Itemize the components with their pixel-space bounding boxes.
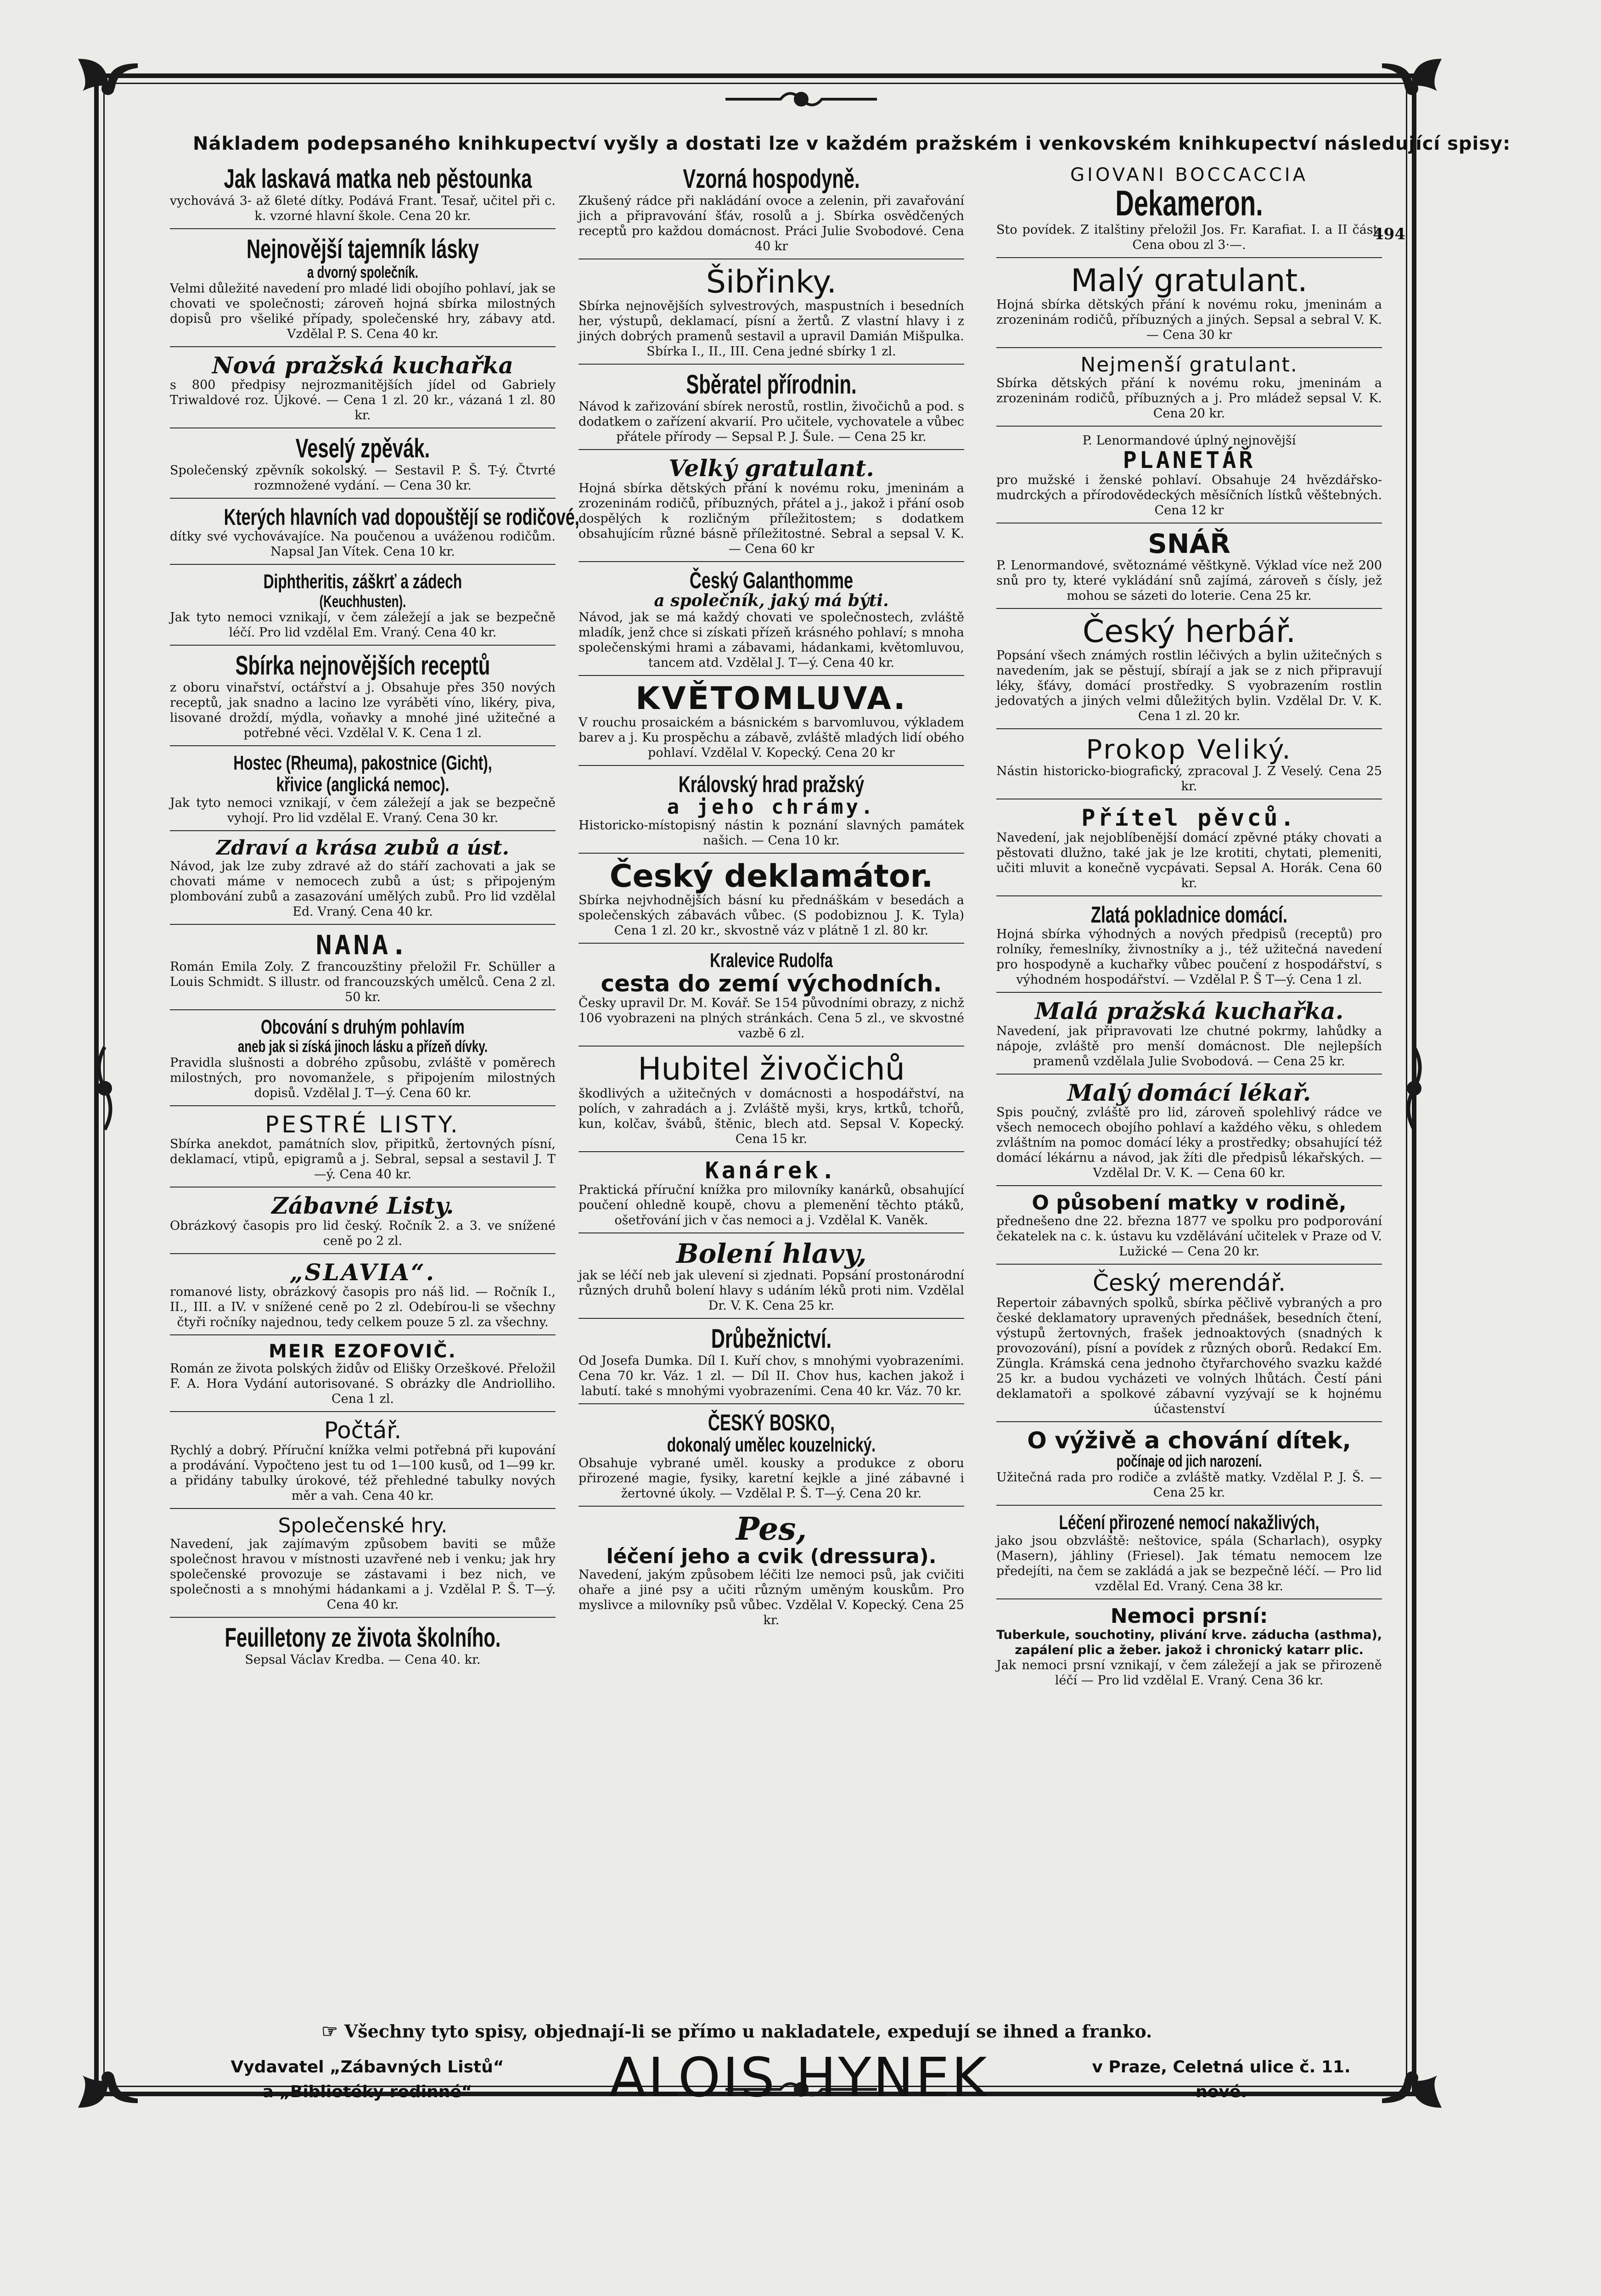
ad-body: Hojná sbírka dětských přání k novému roku, jmeninám a zrozeninám rodičů, příbuzných, přátel a j., jakož i přání osob dospělých k rozličným příležitostem; s dodatkem obsahujícím různé básně příležitostné. Sebral a sepsal V. K. — Cena 60 kr (579, 481, 964, 556)
ad-subtitle: dokonalý umělec kouzelnický. (667, 1434, 876, 1457)
ad-middle-12 (579, 1325, 964, 1404)
ad-subtitle: a společník, jaký má býti. (654, 591, 889, 611)
ad-body: Nástin historicko-biografický, zpracoval J. Z Veselý. Cena 25 kr. (996, 764, 1382, 794)
ad-title: Drůbežnictví. (711, 1323, 832, 1354)
ad-title: Kanárek. (705, 1157, 838, 1184)
ad-body: Popsání všech známých rostlin léčivých a bylin užitečných s navedením, jak se pěstují, sbírají a jak se z nich připravují léky, šťávy, domácí prostředky. S vyobrazením rostlin jedovatých a jiných velmi důležitých bylin. Vzdělal Dr. V. K. Cena 1 zl. 20 kr. (996, 648, 1382, 724)
ad-title: Feuilletony ze života školního. (225, 1622, 501, 1653)
ad-subtitle: křivice (anglická nemoc). (276, 773, 449, 796)
ad-body: Zkušený rádce při nakládání ovoce a zelenin, při zavařování jich a připravování šťáv, rosolů a j. Sbírka osvědčených receptů pro každou domácnost. Práci Julie Svobodové. Cena 40 kr (579, 193, 964, 253)
ad-middle-11 (579, 1240, 964, 1319)
ad-title: PESTRÉ LISTY. (265, 1111, 461, 1138)
ad-body: Praktická příruční knížka pro milovníky kanárků, obsahující poučení ohledně koupě, chovu a plemenění těchto ptáků, ošetřování jich v čas nemoci a j. Vzdělal K. Vaněk. (579, 1183, 964, 1228)
ad-body: dítky své vychovávajíce. Na poučenou a uváženou rodičům. Napsal Jan Vítek. Cena 10 kr. (170, 529, 556, 559)
ad-body: Společenský zpěvník sokolský. — Sestavil P. Š. T-ý. Čtvrté rozmnožené vydání. — Cena 30 kr. (170, 463, 556, 493)
ad-body: vychovává 3- až 6leté dítky. Podává Frant. Tesař, učitel při c. k. vzorné hlavní škole. Cena 20 kr. (170, 193, 556, 223)
ad-body: Návod, jak se má každý chovati ve společnostech, zvláště mladík, jenž chce si získati přízeň krásného pohlaví; s mnoha společenskými hrami a zábavami, hádankami, květomluvou, tancem atd. Vzdělal J. T—ý. Cena 40 kr. (579, 610, 964, 670)
ad-title: Vzorná hospodyně. (683, 164, 860, 194)
ad-body: přednešeno dne 22. března 1877 ve spolku pro podporování čekatelek na c. k. ústavu ku vzdělávání učitelek v Praze od V. Lužické — Cena 20 kr. (996, 1214, 1382, 1259)
ad-left-2 (170, 351, 556, 429)
ad-body: Navedení, jakým způsobem léčiti lze nemoci psů, jak cvičiti ohaře a jiné psy a učiti různým uměným kouskům. Pro myslivce a milovníky psů vůbec. Vzdělal V. Kopecký. Cena 25 kr. (579, 1568, 964, 1628)
ad-body: Jak tyto nemoci vznikají, v čem záležejí a jak se bezpečně vyhojí. Pro lid vzdělal E. Vraný. Cena 30 kr. (170, 795, 556, 825)
ad-body: Návod, jak lze zuby zdravé až do stáří zachovati a jak se chovati máme v nemocech zubů a úst; s připojeným plombování zubů a zasazování umělých zubů. Pro lid vzdělal Ed. Vraný. Cena 40 kr. (170, 859, 556, 919)
ad-title: O výživě a chování dítek, (1027, 1427, 1351, 1454)
ad-body: jak se léčí neb jak ulevení si zjednati. Popsání prostonárodní různých druhů bolení hlavy s udáním léků proti nim. Vzdělal Dr. V. K. Cena 25 kr. (579, 1268, 964, 1313)
ad-title: Diphtheritis, záškrť a zádech (263, 570, 462, 593)
ad-title: „SLAVIA“. (289, 1258, 436, 1286)
ad-left-11 (170, 1113, 556, 1188)
ad-subtitle: P. Lenormandové úplný nejnovější (1082, 433, 1296, 448)
ad-title: Sbírka nejnovějších receptů (235, 651, 490, 681)
publisher-right-line-1: v Praze, Celetná ulice č. 11. (1092, 2058, 1351, 2077)
ad-subtitle: počínaje od jich narození. (1116, 1452, 1262, 1471)
right-side-ornament (1400, 1047, 1428, 1130)
ad-subtitle: (Keuchhusten). (319, 591, 406, 611)
ad-right-12 (996, 1271, 1382, 1422)
ad-right-6 (996, 736, 1382, 799)
ad-body: Navedení, jak nejoblíbenější domácí zpěvné ptáky chovati a pěstovati dlužno, také jak je lze krotiti, chytati, plemeniti, učiti mluvit a konečně vycpávati. Sepsal A. Horák. Cena 60 kr. (996, 830, 1382, 890)
ad-left-1 (170, 236, 556, 347)
ad-right-1 (996, 264, 1382, 348)
ad-right-5 (996, 615, 1382, 729)
ad-body: pro mužské i ženské pohlaví. Obsahuje 24 hvězdářsko-mudrckých a přírodovědeckých měsíčních lístků věštebných. Cena 12 kr (996, 473, 1382, 518)
ad-title: O působení matky v rodině, (1032, 1191, 1347, 1215)
ad-body: z oboru vinařství, octářství a j. Obsahuje přes 350 nových receptů, jak snadno a lacino lze vyráběti víno, likéry, piva, lisované droždí, mýdla, voňavky a mnohé jiné užitečné a potřebné věci. Vzdělal V. K. Cena 1 zl. (170, 681, 556, 741)
ad-middle-13 (579, 1411, 964, 1507)
ad-middle-6 (579, 772, 964, 854)
ad-title: Jak laskavá matka neb pěstounka (224, 164, 532, 194)
ad-body: Česky upravil Dr. M. Kovář. Se 154 původními obrazy, z nichž 106 vyobrazeni na plných stránkách. Cena 5 zl., ve skvostné vazbě 6 zl. (579, 996, 964, 1041)
ad-right-3 (996, 433, 1382, 523)
ad-left-5 (170, 571, 556, 646)
ad-middle-14 (579, 1513, 964, 1632)
ad-body: Sbírka nejvhodnějších básní ku přednáškám v besedách a společenských zábavách vůbec. (S podobiznou J. K. Tyla) Cena 1 zl. 20 kr., skvostně váz v plátně 1 zl. 80 kr. (579, 893, 964, 938)
ad-title: Zlatá pokladnice domácí. (1090, 901, 1288, 928)
ad-title: Bolení hlavy, (676, 1238, 867, 1270)
ad-body: Román Emila Zoly. Z francouzštiny přeložil Fr. Schüller a Louis Schmidt. S illustr. od francouzských umělců. Cena 2 zl. 50 kr. (170, 959, 556, 1004)
ad-title: NANA. (315, 929, 410, 961)
ad-body: Návod k zařizování sbírek nerostů, rostlin, živočichů a pod. s dodatkem o zařízení akvarií. Pro učitele, vychovatele a vůbec přátele přírody — Sepsal P. J. Šule. — Cena 25 kr. (579, 400, 964, 445)
ad-title: Nemoci prsní: (1110, 1604, 1268, 1628)
ad-title: Léčení přirozené nemocí nakažlivých, (1059, 1511, 1320, 1534)
ad-body: Navedení, jak zajímavým způsobem baviti se může společnost hravou v místnosti uzavřené neb i venku; jak hry společenské provozuje se zástavami i bez nich, ve společnosti a s mnohými hádankami a j. Vzdělal P. Š. T—ý. Cena 40 kr. (170, 1536, 556, 1612)
ad-body: Hojná sbírka výhodných a nových předpisů (receptů) pro rolníky, řemeslníky, živnostníky a j., též užitečná navedení pro hospodyně a kuchařky vůbec poučení z hospodářství, s výhodném hospodářství. — Vzdělal P. Š T—ý. Cena 1 zl. (996, 927, 1382, 987)
ad-left-6 (170, 652, 556, 746)
ad-subtitle: cesta do zemí východních. (601, 970, 942, 997)
ad-title: Velký gratulant. (668, 455, 874, 482)
ad-body: Jak nemoci prsní vznikají, v čem záležejí a jak se přirozeně léčí — Pro lid vzdělal E. Vraný. Cena 36 kr. (996, 1658, 1382, 1688)
ad-right-8 (996, 903, 1382, 993)
ad-body: Velmi důležité navedení pro mladé lidi obojího pohlaví, jak se chovati ve společnosti; zároveň hojná sbírka milostných dopisů pro všeliké případy, společenské hry, zábavy atd. Vzdělal P. S. Cena 40 kr. (170, 281, 556, 341)
ad-body: romanové listy, obrázkový časopis pro náš lid. — Ročník I., II., III. a IV. v snížené ceně po 2 zl. Odebírou-li se všechny čtyři ročníky najednou, tedy celkem pouze 5 zl. za všechny. (170, 1285, 556, 1330)
publisher-left-line-1: Vydavatel „Zábavných Listů“ (230, 2058, 504, 2077)
ad-right-9 (996, 999, 1382, 1075)
ad-body: Pravidla slušnosti a dobrého způsobu, zvláště v poměrech milostných, pro novomanžele, s připojením milostných dopisů. Vzdělal J. T—ý. Cena 60 kr. (170, 1055, 556, 1100)
ad-title: Zdraví a krása zubů a úst. (216, 836, 510, 860)
publisher-name: ALOIS HYNEK (609, 2046, 989, 2109)
ad-body: Spis poučný, zvláště pro lid, zároveň spolehlivý rádce ve všech nemocech obojího pohlaví a každého věku, s ohledem zvláštním na pomoc domácí léky a prostředky; obsahující též domácí lékárnu a návod, jak žíti dle předpisů lékařských. — Vzdělal Dr. V. K. — Cena 60 kr. (996, 1105, 1382, 1181)
ad-left-4 (170, 504, 579, 565)
ad-middle-5 (579, 682, 964, 766)
ad-subtitle: léčení jeho a cvik (dressura). (606, 1544, 937, 1568)
ad-middle-8 (579, 950, 964, 1047)
ad-left-12 (170, 1194, 556, 1254)
ad-right-15 (996, 1606, 1382, 1692)
ad-middle-2 (579, 371, 964, 450)
ad-title: Obcování s druhým pohlavím (261, 1015, 465, 1038)
ad-title: Zábavné Listy. (271, 1192, 454, 1220)
ad-title: Šibřinky. (706, 264, 837, 300)
left-column (170, 164, 579, 1678)
ad-title: PLANETÁŘ (1123, 447, 1256, 474)
ad-title: Královský hrad pražský (678, 771, 865, 798)
ad-body: Užitečná rada pro rodiče a zvláště matky. Vzdělal P. J. Š. — Cena 25 kr. (996, 1470, 1382, 1500)
ad-subtitle: a dvorný společník. (307, 262, 419, 281)
ad-title: Přítel pěvců. (1081, 805, 1297, 832)
ad-left-16 (170, 1515, 556, 1618)
publisher-left-line-2: a „Bibliotéky rodinné“ (262, 2082, 472, 2101)
ad-title: Společenské hry. (278, 1514, 448, 1537)
top-center-ornament (725, 85, 877, 113)
ad-title: MEIR EZOFOVIČ. (269, 1341, 457, 1362)
ad-left-10 (170, 1017, 556, 1106)
ad-title: Český deklamátor. (609, 858, 933, 895)
ad-title: Hubitel živočichů (638, 1051, 905, 1088)
ad-body: škodlivých a užitečných v domácnosti a hospodářství, na polích, v zahradách a j. Zvláště myši, krys, krtků, tchořů, kun, kolčav, švábů, štěnic, blech atd. Sepsal V. Kopecký. Cena 15 kr. (579, 1086, 964, 1146)
ad-title: Kralevice Rudolfa (710, 949, 833, 972)
ad-body: Román ze života polských židův od Elišky Orzeškové. Přeložil F. A. Hora Vydání autorisované. S obrázky dle Andriolliho. Cena 1 zl. (170, 1362, 556, 1407)
ad-body: Historicko-místopisný nástin k poznání slavných památek našich. — Cena 10 kr. (579, 818, 964, 848)
ad-title: KVĚTOMLUVA. (635, 680, 907, 717)
left-side-ornament (91, 1047, 118, 1130)
ad-middle-9 (579, 1053, 964, 1152)
ad-left-0 (170, 165, 556, 229)
ad-body: P. Lenormandové, světoznámé věštkyně. Výklad více než 200 snů pro ty, které vykládání snů zajímá, zároveň s čísly, jež mohou se sázeti do loterie. Cena 25 kr. (996, 558, 1382, 603)
ad-body: Sbírka anekdot, památních slov, připitků, žertovných písní, deklamací, vtipů, epigramů a j. Sebral, sepsal a sestavil J. T—ý. Cena 40 kr. (170, 1137, 556, 1182)
ad-left-17 (170, 1624, 556, 1672)
ad-title: Veselý zpěvák. (295, 433, 430, 464)
ad-left-9 (170, 931, 556, 1010)
right-column (996, 165, 1382, 1699)
ad-left-7 (170, 753, 556, 831)
ad-body: V rouchu prosaickém a básnickém s barvomluvou, výkladem barev a j. Ku prospěchu a zábavě, zvláště mladých lidí obého pohlaví. Vzdělal V. Kopecký. Cena 20 kr (579, 715, 964, 760)
ad-title: Malá pražská kuchařka. (1034, 997, 1344, 1025)
corner-ornament-top-left (73, 54, 142, 123)
shipping-note-text: Všechny tyto spisy, objednají-li se přímo u nakladatele, expedují se ihned a franko. (344, 2021, 1152, 2042)
ad-body: Repertoir zábavných spolků, sbírka pěčlivě vybraných a pro české deklamatory upravených přednášek, besedních čtení, výstupů žertovných, frašek jednoaktových (snadných k provozování), písní a povídek z různých oborů. Redakcí Em. Züngla. Krámská cena jednoho čtyřarchového svazku každé 25 kr. a budou vycházeti ve volných lhůtách. Čestí páni deklamatoři a spolkové zábavní vyzývají se k hojnému účastenství (996, 1295, 1382, 1416)
ad-middle-4 (579, 568, 964, 676)
ad-title: SNÁŘ (1148, 528, 1230, 559)
corner-ornament-bottom-left (73, 2043, 142, 2112)
ad-right-10 (996, 1081, 1382, 1187)
ad-subtitle: Dekameron. (1115, 183, 1263, 223)
pointing-hand-icon: ☞ (321, 2020, 338, 2042)
ad-body: jako jsou obzvláště: neštovice, spála (Scharlach), osypky (Masern), jáhliny (Friesel). Jak tématu nemocem lze předejíti, na čem se zakládá a jak se bezpečně léčí. — Pro lid vzdělal Ed. Vraný. Cena 38 kr. (996, 1534, 1382, 1594)
ad-body: Sbírka dětských přání k novému roku, jmeninám a zrozeninám rodičů, příbuzných a j. Pro mládež sepsal V. K. Cena 20 kr. (996, 376, 1382, 421)
ad-subtitle: a jeho chrámy. (667, 795, 876, 819)
ad-title: ČESKÝ BOSKO, (708, 1409, 835, 1435)
publisher-right (1038, 2055, 1405, 2105)
ad-body: Sbírka nejnovějších sylvestrových, maspustních i besedních her, výstupů, deklamací, písní a žertů. Z vlastní hlavy i z jiných dobrých pramenů sestavil a upravil Damián Mišpulka. Sbírka I., II., III. Cena jedné sbírky 1 zl. (579, 299, 964, 359)
ad-body: Navedení, jak připravovati lze chutné pokrmy, lahůdky a nápoje, zvláště pro menší domácnost. Dle nejlepších pramenů vzdělala Julie Svobodová. — Cena 25 kr. (996, 1024, 1382, 1069)
ad-title: Počtář. (324, 1417, 402, 1444)
ad-title: Malý gratulant. (1071, 262, 1308, 299)
ad-body: Hojná sbírka dětských přání k novému roku, jmeninám a zrozeninám rodičů, příbuzných a jiných. Sepsal a sebral V. K. — Cena 30 kr (996, 298, 1382, 343)
ad-title: Český herbář. (1082, 613, 1296, 650)
ad-middle-3 (579, 456, 964, 562)
ad-left-13 (170, 1258, 556, 1336)
ad-right-13 (996, 1429, 1382, 1506)
publisher-right-line-2: nové. (1196, 2082, 1247, 2101)
ad-left-8 (170, 838, 556, 925)
ad-title: Kterých hlavních vad dopouštějí se rodičové, (224, 504, 579, 530)
ad-title: Sběratel přírodnin. (686, 370, 857, 400)
ad-left-14 (170, 1342, 556, 1412)
ad-body: Rychlý a dobrý. Příruční knížka velmi potřebná při kupování a prodávání. Vypočteno jest tu od 1—100 kusů, od 1—99 kr. a přidány tabulky úrokové, též přehledné tabulky nových měr a vah. Cena 40 kr. (170, 1443, 556, 1503)
ad-right-2 (996, 355, 1382, 427)
middle-column (579, 165, 964, 1639)
ad-title: Nejmenší gratulant. (1080, 353, 1298, 377)
ad-body: Sto povídek. Z italštiny přeložil Jos. Fr. Karafiat. I. a II část. Cena obou zl 3·—. (996, 222, 1382, 252)
ad-title: Malý domácí lékař. (1067, 1079, 1311, 1106)
ad-body: Od Josefa Dumka. Díl I. Kuří chov, s mnohými vyobrazeními. Cena 70 kr. Váz. 1 zl. — Díl II. Chov hus, kachen jakož i labutí. také s mnohými vyobrazeními. Cena 40 kr. Váz. 70 kr. (579, 1353, 964, 1398)
ad-right-7 (996, 806, 1382, 896)
publisher-left (170, 2055, 565, 2105)
page-number: 494 (1373, 225, 1405, 243)
ad-title: Hostec (Rheuma), pakostnice (Gicht), (233, 752, 492, 775)
ad-body: Jak tyto nemoci vznikají, v čem záležejí a jak se bezpečně léčí. Pro lid vzdělal Em. Vraný. Cena 40 kr. (170, 610, 556, 640)
ad-title: Pes, (736, 1511, 807, 1548)
ad-title: Český Galanthomme (689, 567, 854, 593)
ad-title: Nejnovější tajemník lásky (246, 234, 479, 264)
ad-subtitle: Tuberkule, souchotiny, plivání krve. záducha (asthma), zapálení plic a žeber. jakož i chronický katarr plic. (996, 1627, 1382, 1657)
ad-right-14 (996, 1512, 1382, 1599)
ad-body: Sepsal Václav Kredba. — Cena 40. kr. (245, 1652, 481, 1667)
ad-subtitle: aneb jak si získá jinoch lásku a přízeň dívky. (237, 1036, 488, 1056)
ad-title: Nová pražská kuchařka (212, 351, 514, 379)
ad-middle-0 (579, 165, 964, 259)
ad-middle-10 (579, 1159, 964, 1234)
ad-left-3 (170, 435, 556, 499)
ad-middle-1 (579, 266, 964, 365)
shipping-note (321, 2020, 1377, 2042)
ad-title: Český merendář. (1093, 1270, 1286, 1297)
ad-right-0 (996, 165, 1382, 258)
ad-left-15 (170, 1418, 556, 1509)
ad-right-4 (996, 530, 1382, 609)
ad-body: s 800 předpisy nejrozmanitějších jídel od Gabriely Triwaldové roz. Újkové. — Cena 1 zl. 20 kr., vázaná 1 zl. 80 kr. (170, 378, 556, 423)
ad-body: Obrázkový časopis pro lid český. Ročník 2. a 3. ve snížené ceně po 2 zl. (170, 1218, 556, 1248)
ad-middle-7 (579, 860, 964, 944)
ad-title: GIOVANI BOCCACCIA (1070, 164, 1308, 186)
ad-right-11 (996, 1193, 1382, 1265)
ad-title: Prokop Veliký. (1086, 734, 1292, 765)
page-header: Nákladem podepsaného knihkupectví vyšly a dostati lze v každém pražském i venkovském knihkupectví následující spisy: (193, 133, 1511, 154)
ad-body: Obsahuje vybrané uměl. kousky a produkce z oboru přirozené magie, fysiky, karetní kejkle a jiné zábavné i žertovné úkoly. — Vzdělal P. Š. T—ý. Cena 20 kr. (579, 1456, 964, 1501)
corner-ornament-top-right (1377, 54, 1446, 123)
